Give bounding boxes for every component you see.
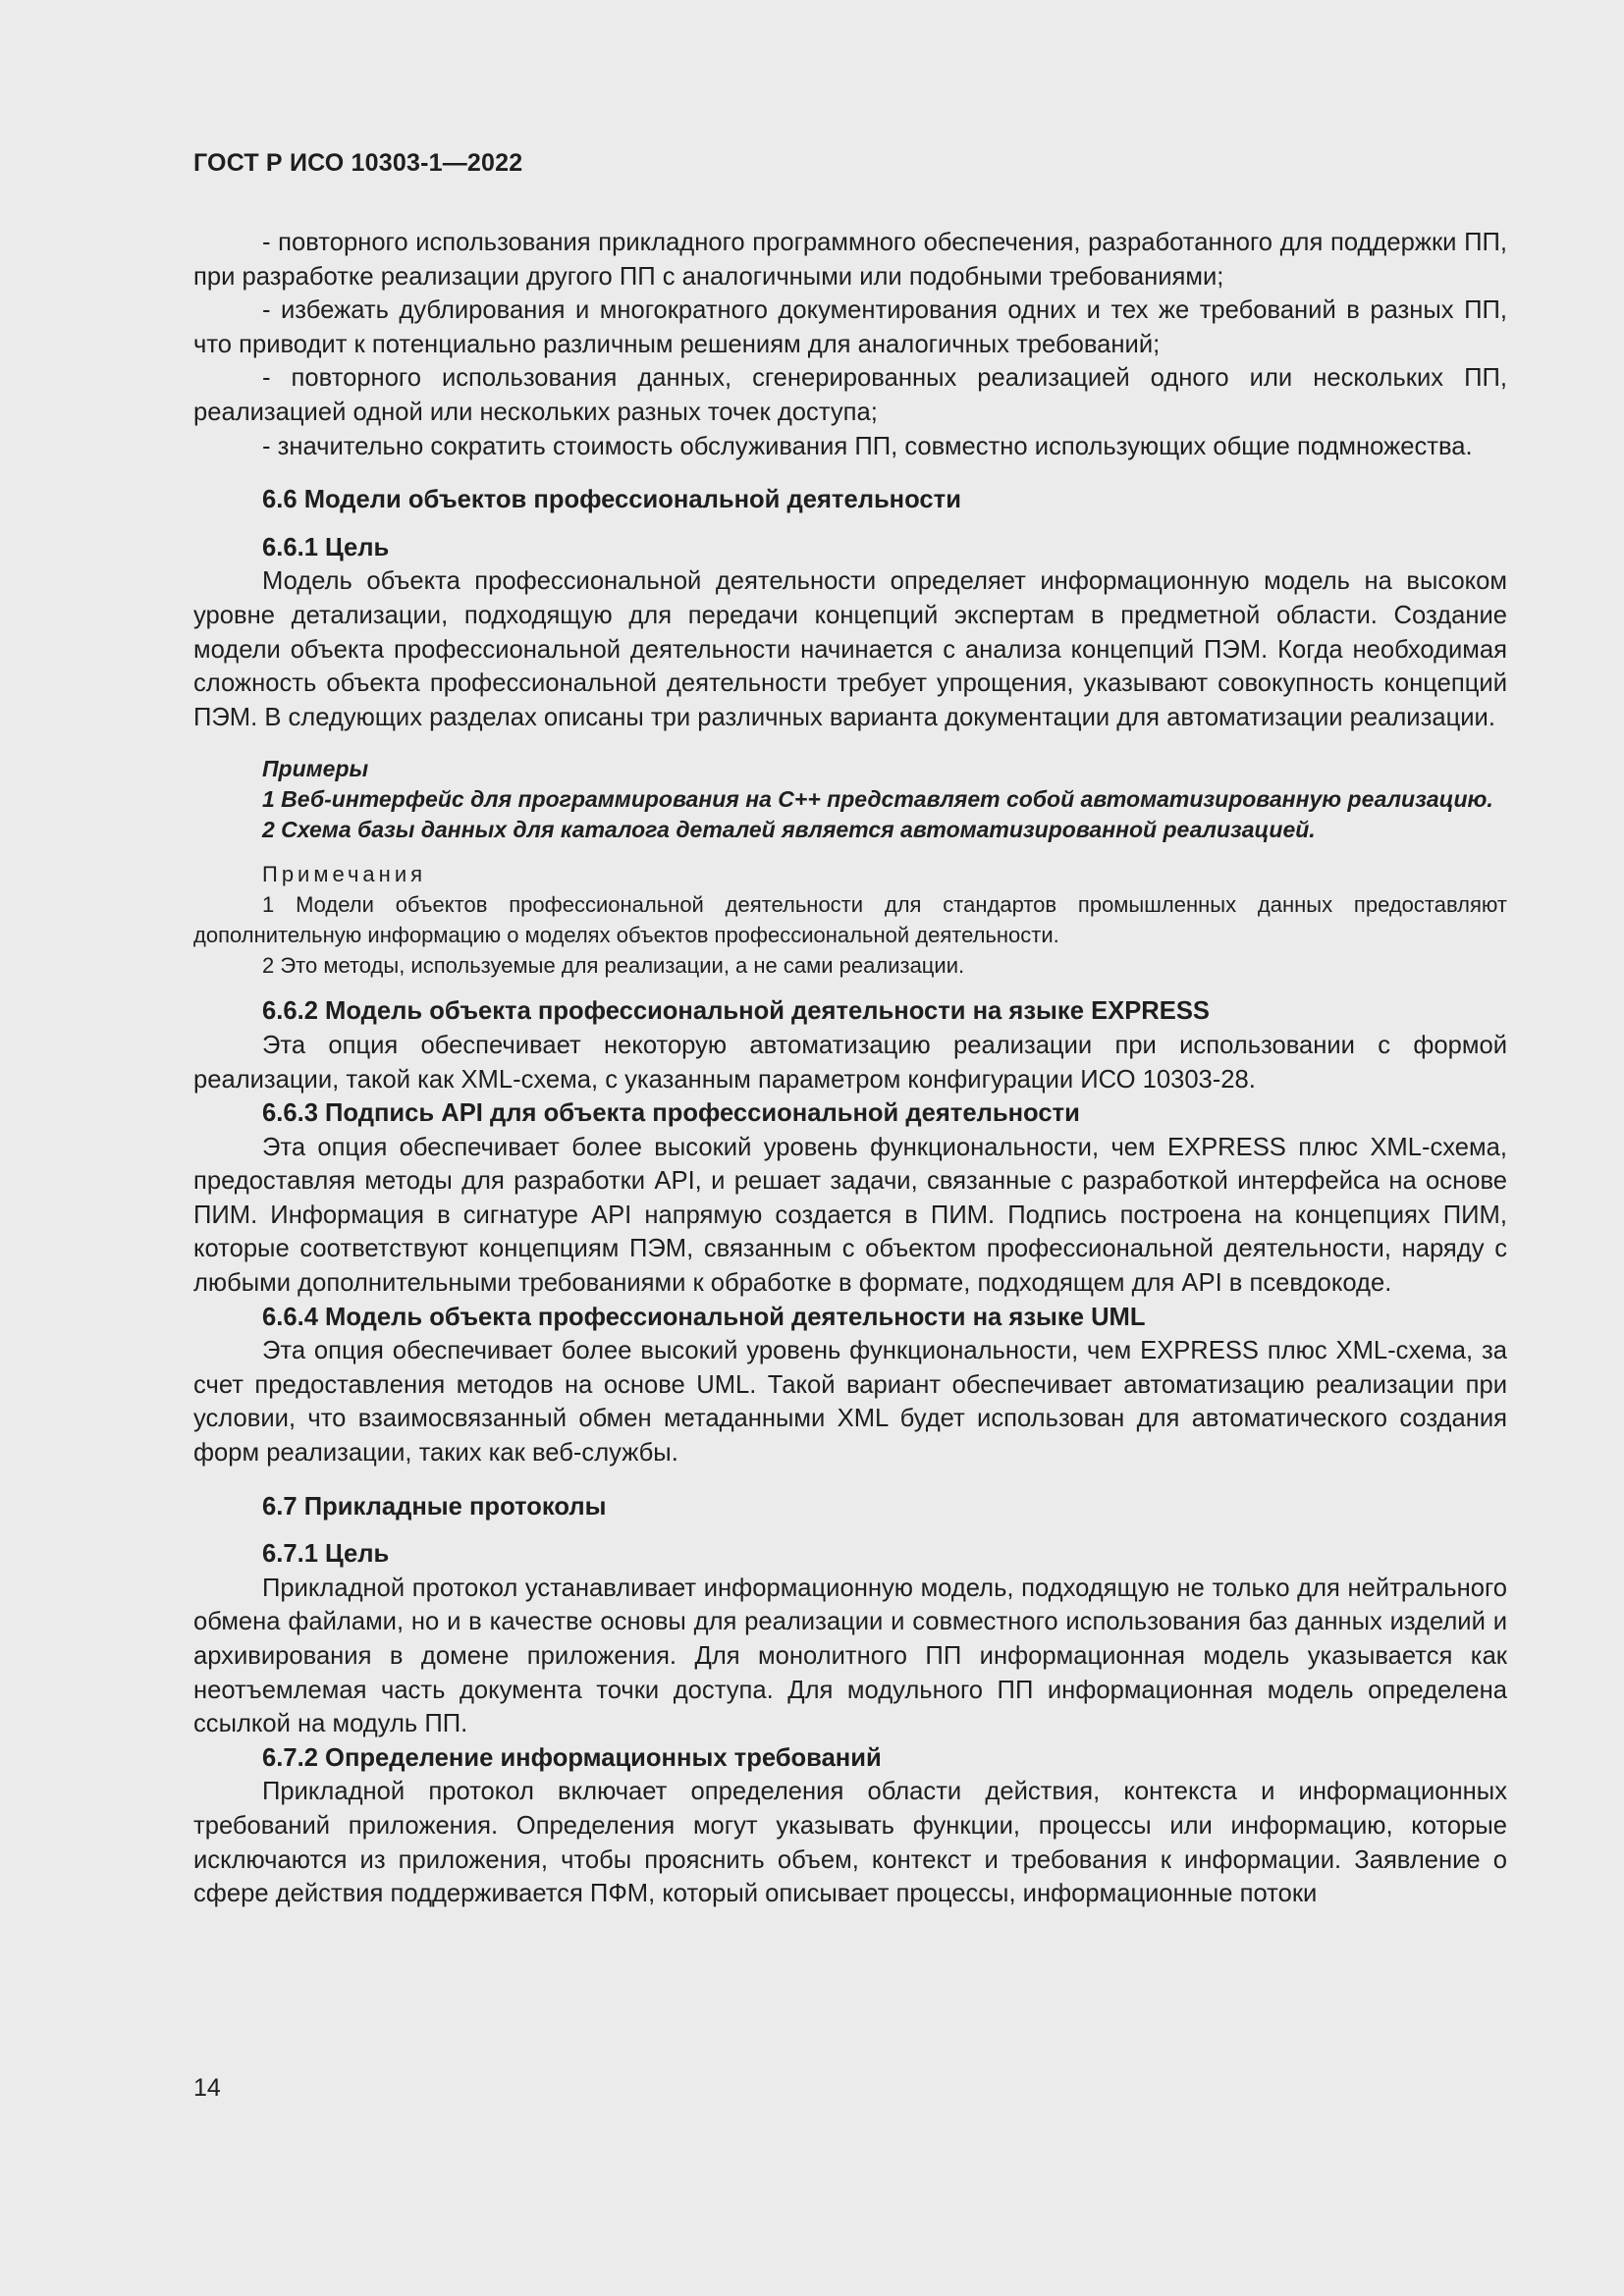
intro-item-3: - повторного использования данных, сгенерированных реализацией одного или нескольких ПП, реализацией одной или нескольких разных точек доступа; xyxy=(193,364,1507,426)
intro-item-4: - значительно сократить стоимость обслуживания ПП, совместно использующих общие подмножества. xyxy=(262,432,1473,460)
note-2: 2 Это методы, используемые для реализации, а не сами реализации. xyxy=(262,953,965,979)
section-6-7-1-title: 6.7.1 Цель xyxy=(262,1540,390,1569)
section-6-7-title: 6.7 Прикладные протоколы xyxy=(262,1492,607,1521)
section-6-6-4-text: Эта опция обеспечивает более высокий уровень функциональности, чем EXPRESS плюс XML-схема, за счет предоставления методов на основе UML. Такой вариант обеспечивает автоматизацию реализации при условии, что взаимосвязанный обмен метаданными XML будет использован для автоматического создания форм реализации, таких как веб-службы. xyxy=(193,1337,1507,1468)
intro-item-1: - повторного использования прикладного программного обеспечения, разработанного для поддержки ПП, при разработке реализации другого ПП с аналогичными или подобными требованиями; xyxy=(193,229,1507,291)
section-6-6-4-title: 6.6.4 Модель объекта профессиональной деятельности на языке UML xyxy=(262,1303,1146,1331)
notes-block xyxy=(193,859,1507,981)
example-1: 1 Веб-интерфейс для программирования на С++ представляет собой автоматизированную реализацию. xyxy=(262,786,1493,813)
intro-item-2: - избежать дублирования и многократного документирования одних и тех же требований в разных ПП, что приводит к потенциально различным решениям для аналогичных требований; xyxy=(193,296,1507,358)
page-content xyxy=(193,226,1507,1911)
section-6-7-1-text: Прикладной протокол устанавливает информационную модель, подходящую не только для нейтрального обмена файлами, но и в качестве основы для реализации и совместного использования баз данных изделий и архивирования в домене приложения. Для монолитного ПП информационная модель указывается как неотъемлемая часть документа точки доступа. Для модульного ПП информационная модель определена ссылкой на модуль ПП. xyxy=(193,1574,1507,1738)
section-6-6-3-text: Эта опция обеспечивает более высокий уровень функциональности, чем EXPRESS плюс XML-схема, предоставляя методы для разработки API, и решает задачи, связанные с разработкой интерфейса на основе ПИМ. Информация в сигнатуре API напрямую создается в ПИМ. Подпись построена на концепциях ПИМ, которые соответствуют концепциям ПЭМ, связанным с объектом профессиональной деятельности, наряду с любыми дополнительными требованиями к обработке в формате, подходящем для API в псевдокоде. xyxy=(193,1133,1507,1298)
section-6-6-title: 6.6 Модели объектов профессиональной деятельности xyxy=(262,486,961,514)
notes-title: Примечания xyxy=(262,862,427,887)
section-6-7-2-title: 6.7.2 Определение информационных требований xyxy=(262,1743,882,1772)
note-1: 1 Модели объектов профессиональной деятельности для стандартов промышленных данных предоставляют дополнительную информацию о моделях объектов профессиональной деятельности. xyxy=(193,892,1507,948)
examples-title: Примеры xyxy=(262,756,369,782)
section-6-7-2-text: Прикладной протокол включает определения области действия, контекста и информационных требований приложения. Определения могут указывать функции, процессы или информацию, которые исключаются из приложения, чтобы прояснить объем, контекст и требования к информации. Заявление о сфере действия поддерживается ПФМ, который описывает процессы, информационные потоки xyxy=(193,1778,1507,1908)
examples-block xyxy=(193,754,1507,845)
section-6-6-1-title: 6.6.1 Цель xyxy=(262,533,390,561)
section-6-6-3-title: 6.6.3 Подпись API для объекта профессиональной деятельности xyxy=(262,1099,1080,1128)
section-6-6-2-text: Эта опция обеспечивает некоторую автоматизацию реализации при использовании с формой реализации, такой как XML-схема, с указанным параметром конфигурации ИСО 10303-28. xyxy=(193,1031,1507,1094)
section-6-6-2-title: 6.6.2 Модель объекта профессиональной деятельности на языке EXPRESS xyxy=(262,997,1210,1026)
page-header: ГОСТ Р ИСО 10303-1—2022 xyxy=(193,149,523,177)
section-6-6-1-text: Модель объекта профессиональной деятельности определяет информационную модель на высоком уровне детализации, подходящую для передачи концепций экспертам в предметной области. Создание модели объекта профессиональной деятельности начинается с анализа концепций ПЭМ. Когда необходимая сложность объекта профессиональной деятельности требует упрощения, указывают совокупность концепций ПЭМ. В следующих разделах описаны три различных варианта документации для автоматизации реализации. xyxy=(193,567,1507,731)
page-number: 14 xyxy=(193,2074,221,2102)
example-2: 2 Схема базы данных для каталога деталей является автоматизированной реализацией. xyxy=(262,817,1316,843)
